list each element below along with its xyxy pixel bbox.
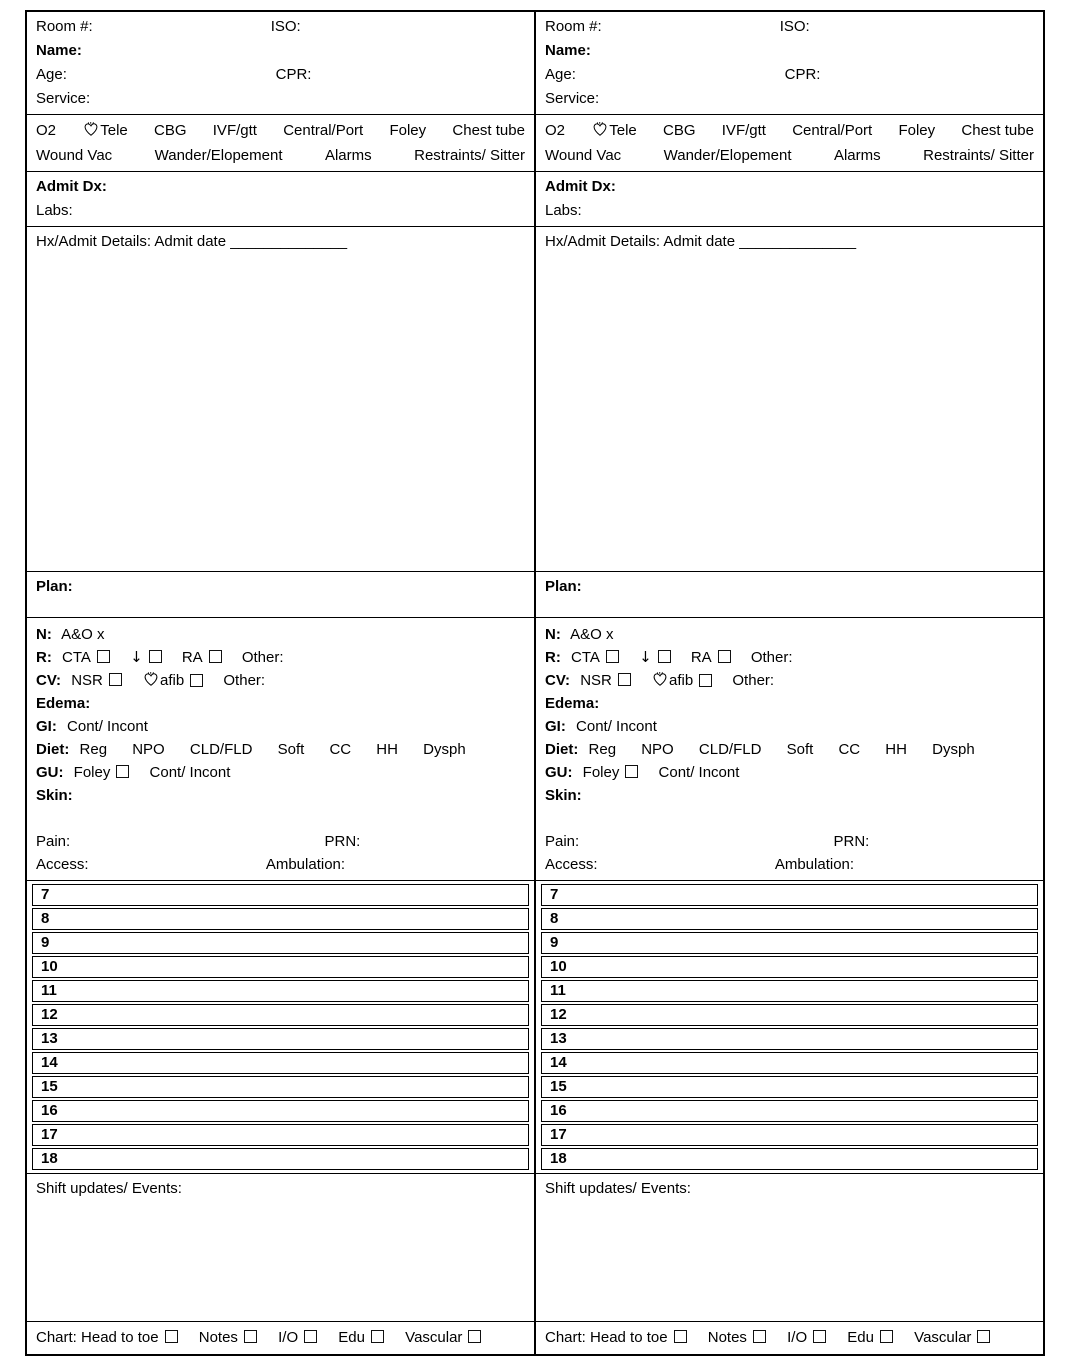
device-ivf-gtt: IVF/gtt — [212, 122, 257, 139]
diet-option-hh: HH — [376, 741, 398, 758]
device-o2: O2 — [545, 122, 566, 139]
chart-head-to-toe-label: Chart: Head to toe — [545, 1329, 668, 1346]
checkbox-head-to-toe — [674, 1330, 687, 1343]
device-tele: Tele — [609, 122, 637, 139]
age-cpr-row — [36, 63, 525, 87]
admit-section — [536, 171, 1043, 226]
checkbox-vascular — [977, 1330, 990, 1343]
resp-row — [36, 646, 525, 669]
hour-label: 9 — [550, 934, 559, 951]
chart-edu-group — [338, 1329, 384, 1346]
resp-diminished-group — [639, 649, 671, 666]
cv-row — [545, 669, 1034, 692]
plan-label: Plan: — [545, 578, 582, 595]
access-ambulation-row — [36, 853, 525, 876]
gu-foley-group — [74, 764, 130, 781]
shift-updates-row — [36, 1177, 525, 1201]
resp-other-label: Other: — [241, 649, 284, 666]
cv-nsr-group — [71, 672, 122, 689]
neuro-row — [36, 623, 525, 646]
hour-row-11 — [541, 980, 1038, 1002]
room-iso-row — [36, 15, 525, 39]
hour-label: 16 — [550, 1102, 567, 1119]
hour-label: 17 — [41, 1126, 58, 1143]
checkbox-afib — [699, 674, 712, 687]
device-wound-vac: Wound Vac — [545, 147, 622, 164]
gu-foley-label: Foley — [582, 764, 620, 781]
hour-label: 15 — [550, 1078, 567, 1095]
skin-label: Skin: — [545, 787, 582, 804]
gu-cont-label: Cont/ Incont — [149, 764, 231, 781]
resp-cta-label: CTA — [62, 649, 91, 666]
device-chest-tube: Chest tube — [961, 122, 1034, 139]
neuro-row — [545, 623, 1034, 646]
edema-row — [545, 692, 1034, 715]
labs-row — [545, 199, 1034, 223]
cv-nsr-group — [580, 672, 631, 689]
diet-option-soft: Soft — [786, 741, 814, 758]
devices-line-1 — [545, 118, 1034, 143]
hour-label: 16 — [41, 1102, 58, 1119]
pain-prn-row — [545, 830, 1034, 853]
hour-label: 8 — [550, 910, 559, 927]
hourly-table — [536, 880, 1043, 1173]
chart-io-group — [787, 1329, 826, 1346]
gu-foley-label: Foley — [73, 764, 111, 781]
cpr-label: CPR: — [784, 66, 821, 83]
history-row — [36, 230, 525, 254]
service-label: Service: — [36, 90, 91, 107]
hour-row-17 — [541, 1124, 1038, 1146]
diet-row — [545, 738, 1034, 761]
prn-label: PRN: — [324, 833, 361, 850]
hour-label: 14 — [550, 1054, 567, 1071]
hour-row-7 — [541, 884, 1038, 906]
chart-io-label: I/O — [278, 1329, 299, 1346]
resp-ra-group — [691, 649, 731, 666]
labs-label: Labs: — [545, 202, 582, 219]
diet-option-cld-fld: CLD/FLD — [698, 741, 762, 758]
patient-header — [536, 12, 1043, 114]
hour-row-8 — [541, 908, 1038, 930]
diet-option-hh: HH — [885, 741, 907, 758]
plan-row — [545, 575, 1034, 599]
history-label: Hx/Admit Details: Admit date ______________ — [545, 233, 857, 250]
room-label: Room #: — [545, 18, 602, 35]
hour-row-7 — [32, 884, 529, 906]
chart-notes-label: Notes — [198, 1329, 238, 1346]
hour-row-10 — [32, 956, 529, 978]
hour-row-9 — [541, 932, 1038, 954]
patient-card-right — [534, 12, 1043, 1354]
prn-label: PRN: — [833, 833, 870, 850]
device-central-port: Central/Port — [792, 122, 873, 139]
chart-checklist — [27, 1321, 534, 1354]
spacer-row — [36, 807, 525, 830]
chart-vascular-label: Vascular — [914, 1329, 972, 1346]
hour-row-13 — [32, 1028, 529, 1050]
down-arrow-icon: ↓ — [130, 648, 143, 666]
chart-head-to-toe-group — [36, 1329, 178, 1346]
anatomical-heart-icon — [591, 118, 609, 143]
shift-updates-section — [27, 1173, 534, 1321]
chart-head-to-toe-label: Chart: Head to toe — [36, 1329, 159, 1346]
devices-line-1 — [36, 118, 525, 143]
chart-notes-group — [708, 1329, 766, 1346]
diet-option-dysph: Dysph — [423, 741, 466, 758]
cv-afib-group — [651, 669, 712, 692]
skin-row — [36, 784, 525, 807]
cv-other-label: Other: — [732, 672, 775, 689]
anatomical-heart-icon — [82, 118, 100, 143]
device-wander-elopement: Wander/Elopement — [154, 147, 283, 164]
gi-value: Cont/ Incont — [67, 718, 148, 735]
diet-row — [36, 738, 525, 761]
device-tele: Tele — [100, 122, 128, 139]
down-arrow-icon: ↓ — [639, 648, 652, 666]
shift-updates-section — [536, 1173, 1043, 1321]
cv-other-label: Other: — [223, 672, 266, 689]
hour-label: 13 — [550, 1030, 567, 1047]
hour-label: 7 — [41, 886, 50, 903]
diet-option-npo: NPO — [641, 741, 674, 758]
neuro-label: N: — [545, 626, 561, 643]
chart-head-to-toe-group — [545, 1329, 687, 1346]
access-label: Access: — [545, 856, 598, 873]
gu-label: GU: — [36, 764, 64, 781]
hour-label: 11 — [41, 982, 57, 999]
hour-label: 13 — [41, 1030, 58, 1047]
device-ivf-gtt: IVF/gtt — [721, 122, 766, 139]
history-section — [536, 226, 1043, 571]
hour-row-10 — [541, 956, 1038, 978]
checkbox-vascular — [468, 1330, 481, 1343]
neuro-value: A&O x — [61, 626, 105, 643]
cpr-label: CPR: — [275, 66, 312, 83]
nurse-report-sheet — [25, 10, 1045, 1356]
diet-option-npo: NPO — [132, 741, 165, 758]
name-label: Name: — [545, 42, 591, 59]
hour-label: 8 — [41, 910, 50, 927]
checkbox-io — [813, 1330, 826, 1343]
cv-afib-label: afib — [669, 672, 694, 689]
devices-line-2 — [36, 143, 525, 168]
hour-label: 9 — [41, 934, 50, 951]
labs-row — [36, 199, 525, 223]
checkbox-ra — [209, 650, 222, 663]
diet-label: Diet: — [36, 741, 70, 758]
admit-dx-row — [36, 175, 525, 199]
admit-dx-row — [545, 175, 1034, 199]
diet-option-reg: Reg — [588, 741, 617, 758]
device-central-port: Central/Port — [283, 122, 364, 139]
chart-vascular-group — [405, 1329, 481, 1346]
room-iso-row — [545, 15, 1034, 39]
labs-label: Labs: — [36, 202, 73, 219]
hour-label: 14 — [41, 1054, 58, 1071]
shift-updates-label: Shift updates/ Events: — [545, 1180, 691, 1197]
plan-row — [36, 575, 525, 599]
hour-label: 17 — [550, 1126, 567, 1143]
device-wound-vac: Wound Vac — [36, 147, 113, 164]
hour-label: 10 — [550, 958, 567, 975]
hour-label: 18 — [550, 1150, 567, 1167]
resp-cta-group — [571, 649, 619, 666]
chart-checklist — [536, 1321, 1043, 1354]
devices-section — [536, 114, 1043, 171]
hour-label: 10 — [41, 958, 58, 975]
checkbox-nsr — [109, 673, 122, 686]
hour-label: 18 — [41, 1150, 58, 1167]
gi-row — [545, 715, 1034, 738]
service-row — [545, 87, 1034, 111]
checkbox-notes — [753, 1330, 766, 1343]
hour-row-13 — [541, 1028, 1038, 1050]
hour-row-15 — [32, 1076, 529, 1098]
diet-option-reg: Reg — [79, 741, 108, 758]
spacer-row — [545, 807, 1034, 830]
diet-option-cc: CC — [838, 741, 861, 758]
assessment-section — [536, 617, 1043, 880]
resp-label: R: — [545, 649, 561, 666]
gu-cont-label: Cont/ Incont — [658, 764, 740, 781]
checkbox-edu — [880, 1330, 893, 1343]
age-label: Age: — [545, 66, 576, 83]
service-label: Service: — [545, 90, 600, 107]
hour-row-15 — [541, 1076, 1038, 1098]
age-label: Age: — [36, 66, 67, 83]
device-tele-group — [82, 118, 128, 143]
plan-section — [27, 571, 534, 617]
checkbox-io — [304, 1330, 317, 1343]
cv-afib-label: afib — [160, 672, 185, 689]
chart-edu-label: Edu — [338, 1329, 365, 1346]
pain-label: Pain: — [545, 833, 580, 850]
hour-row-17 — [32, 1124, 529, 1146]
diet-option-soft: Soft — [277, 741, 305, 758]
hour-label: 7 — [550, 886, 559, 903]
chart-io-label: I/O — [787, 1329, 808, 1346]
device-restraints-sitter: Restraints/ Sitter — [414, 147, 525, 164]
plan-section — [536, 571, 1043, 617]
diet-label: Diet: — [545, 741, 579, 758]
gi-row — [36, 715, 525, 738]
resp-diminished-group — [130, 649, 162, 666]
cv-afib-group — [142, 669, 203, 692]
checkbox-foley — [625, 765, 638, 778]
checkbox-nsr — [618, 673, 631, 686]
checkbox-cta — [606, 650, 619, 663]
pain-prn-row — [36, 830, 525, 853]
device-alarms: Alarms — [324, 147, 372, 164]
checkbox-ra — [718, 650, 731, 663]
iso-label: ISO: — [779, 18, 810, 35]
hour-row-12 — [32, 1004, 529, 1026]
checkbox-edu — [371, 1330, 384, 1343]
history-section — [27, 226, 534, 571]
hour-row-8 — [32, 908, 529, 930]
chart-edu-group — [847, 1329, 893, 1346]
hour-row-16 — [32, 1100, 529, 1122]
plan-label: Plan: — [36, 578, 73, 595]
checkbox-diminished — [149, 650, 162, 663]
diet-option-dysph: Dysph — [932, 741, 975, 758]
assessment-section — [27, 617, 534, 880]
hour-row-14 — [32, 1052, 529, 1074]
cv-label: CV: — [545, 672, 571, 689]
service-row — [36, 87, 525, 111]
chart-vascular-label: Vascular — [405, 1329, 463, 1346]
checkbox-afib — [190, 674, 203, 687]
gi-value: Cont/ Incont — [576, 718, 657, 735]
chart-vascular-group — [914, 1329, 990, 1346]
hourly-table — [27, 880, 534, 1173]
device-cbg: CBG — [154, 122, 187, 139]
device-wander-elopement: Wander/Elopement — [663, 147, 792, 164]
shift-updates-row — [545, 1177, 1034, 1201]
edema-row — [36, 692, 525, 715]
skin-row — [545, 784, 1034, 807]
patient-header — [27, 12, 534, 114]
gu-foley-group — [583, 764, 639, 781]
chart-notes-group — [199, 1329, 257, 1346]
admit-section — [27, 171, 534, 226]
ambulation-label: Ambulation: — [265, 856, 346, 873]
diet-option-cld-fld: CLD/FLD — [189, 741, 253, 758]
chart-io-group — [278, 1329, 317, 1346]
chart-notes-label: Notes — [707, 1329, 747, 1346]
chart-edu-label: Edu — [847, 1329, 874, 1346]
access-label: Access: — [36, 856, 89, 873]
hour-label: 15 — [41, 1078, 58, 1095]
gu-row — [36, 761, 525, 784]
neuro-label: N: — [36, 626, 52, 643]
diet-option-cc: CC — [329, 741, 352, 758]
hour-row-18 — [32, 1148, 529, 1170]
name-label: Name: — [36, 42, 82, 59]
devices-line-2 — [545, 143, 1034, 168]
hour-row-11 — [32, 980, 529, 1002]
resp-label: R: — [36, 649, 52, 666]
hour-row-18 — [541, 1148, 1038, 1170]
device-tele-group — [591, 118, 637, 143]
device-restraints-sitter: Restraints/ Sitter — [923, 147, 1034, 164]
access-ambulation-row — [545, 853, 1034, 876]
ambulation-label: Ambulation: — [774, 856, 855, 873]
gi-label: GI: — [545, 718, 566, 735]
shift-updates-label: Shift updates/ Events: — [36, 1180, 182, 1197]
checkbox-foley — [116, 765, 129, 778]
cv-nsr-label: NSR — [71, 672, 103, 689]
hour-row-12 — [541, 1004, 1038, 1026]
name-row — [545, 39, 1034, 63]
resp-ra-label: RA — [181, 649, 203, 666]
resp-cta-group — [62, 649, 110, 666]
device-alarms: Alarms — [833, 147, 881, 164]
neuro-value: A&O x — [570, 626, 614, 643]
patient-card-left — [27, 12, 534, 1354]
resp-row — [545, 646, 1034, 669]
gi-label: GI: — [36, 718, 57, 735]
device-chest-tube: Chest tube — [452, 122, 525, 139]
edema-label: Edema: — [36, 695, 91, 712]
hour-row-14 — [541, 1052, 1038, 1074]
checkbox-cta — [97, 650, 110, 663]
resp-ra-label: RA — [690, 649, 712, 666]
resp-other-label: Other: — [750, 649, 793, 666]
cv-row — [36, 669, 525, 692]
checkbox-diminished — [658, 650, 671, 663]
device-foley: Foley — [898, 122, 936, 139]
admit-dx-label: Admit Dx: — [545, 178, 616, 195]
hour-label: 12 — [550, 1006, 567, 1023]
hour-label: 12 — [41, 1006, 58, 1023]
anatomical-heart-icon — [651, 669, 669, 692]
anatomical-heart-icon — [142, 669, 160, 692]
device-foley: Foley — [389, 122, 427, 139]
admit-dx-label: Admit Dx: — [36, 178, 107, 195]
cv-label: CV: — [36, 672, 62, 689]
iso-label: ISO: — [270, 18, 301, 35]
device-o2: O2 — [36, 122, 57, 139]
room-label: Room #: — [36, 18, 93, 35]
gu-label: GU: — [545, 764, 573, 781]
skin-label: Skin: — [36, 787, 73, 804]
edema-label: Edema: — [545, 695, 600, 712]
age-cpr-row — [545, 63, 1034, 87]
checkbox-notes — [244, 1330, 257, 1343]
hour-label: 11 — [550, 982, 566, 999]
name-row — [36, 39, 525, 63]
hour-row-9 — [32, 932, 529, 954]
resp-ra-group — [182, 649, 222, 666]
history-row — [545, 230, 1034, 254]
resp-cta-label: CTA — [571, 649, 600, 666]
cv-nsr-label: NSR — [580, 672, 612, 689]
pain-label: Pain: — [36, 833, 71, 850]
history-label: Hx/Admit Details: Admit date ______________ — [36, 233, 348, 250]
gu-row — [545, 761, 1034, 784]
hour-row-16 — [541, 1100, 1038, 1122]
device-cbg: CBG — [663, 122, 696, 139]
checkbox-head-to-toe — [165, 1330, 178, 1343]
devices-section — [27, 114, 534, 171]
